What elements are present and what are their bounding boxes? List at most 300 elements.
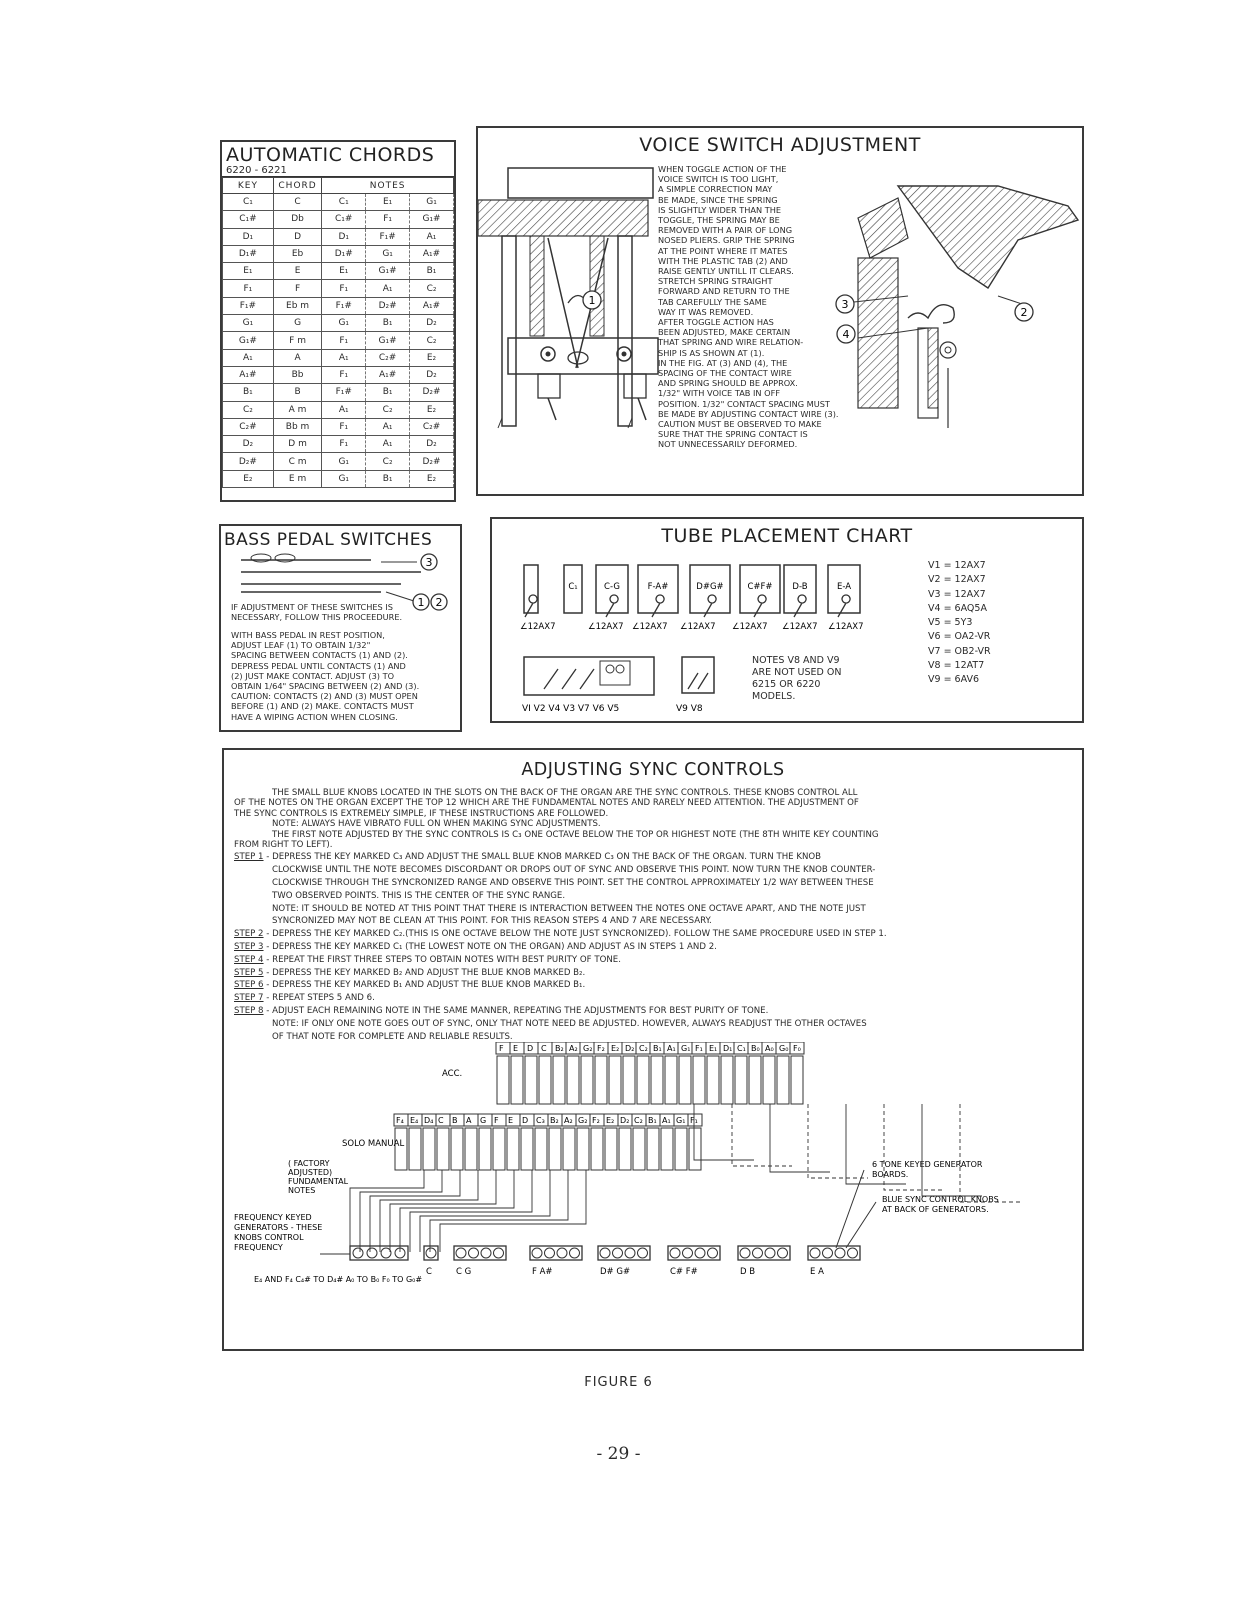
- sync-step-line: [272, 904, 1112, 915]
- acc-key-label: A₀: [765, 1044, 774, 1053]
- chord-note-1: E₁: [322, 263, 366, 280]
- chord-note-3: G₁#: [410, 211, 454, 228]
- chord-name: Eb: [273, 245, 322, 262]
- bass-title: BASS PEDAL SWITCHES: [224, 530, 433, 550]
- tube-label: ∠12AX7: [782, 622, 818, 632]
- solo-key-label: E₂: [606, 1116, 615, 1125]
- tube-board: [740, 565, 780, 617]
- chassis2-labels: V9 V8: [676, 704, 703, 714]
- chord-key: G₁#: [223, 332, 274, 349]
- step-label: STEP 6: [234, 980, 264, 991]
- chord-note-1: D₁: [322, 228, 366, 245]
- figure-caption: FIGURE 6: [584, 1375, 653, 1390]
- text-line: THAT SPRING AND WIRE RELATION-: [658, 337, 804, 348]
- step-text: NOTE: IF ONLY ONE NOTE GOES OUT OF SYNC, ONLY THAT NOTE NEED BE ADJUSTED. HOWEVER, ALWAYS READJUST THE OTHER OCTAVES: [272, 1018, 867, 1029]
- chord-key: B₁: [223, 384, 274, 401]
- text-line: IF ADJUSTMENT OF THESE SWITCHES IS: [231, 602, 393, 612]
- tube-board: [690, 565, 730, 617]
- chord-note-1: F₁: [322, 418, 366, 435]
- voice-callout-3: 3: [841, 298, 849, 311]
- chord-row: [223, 436, 454, 453]
- text-line: WAY IT WAS REMOVED.: [658, 306, 754, 317]
- solo-key-label: A₁: [662, 1116, 671, 1125]
- chassis-labels: VI V2 V4 V3 V7 V6 V5: [522, 704, 620, 714]
- bass-pedal-panel: [219, 524, 462, 732]
- generator-board: [598, 1246, 650, 1277]
- tone-board-label: BOARDS.: [872, 1170, 909, 1179]
- solo-key-label: F₁: [690, 1116, 698, 1125]
- sync-step-line: [234, 980, 1074, 991]
- text-line: TAB CAREFULLY THE SAME: [658, 296, 767, 307]
- chord-note-3: G₁: [410, 194, 454, 211]
- solo-key-label: E₄: [410, 1116, 419, 1125]
- blue-knob-label: BLUE SYNC CONTROL KNOBS: [882, 1195, 999, 1204]
- acc-key-label: D₂: [625, 1044, 635, 1053]
- chord-note-3: E₂: [410, 349, 454, 366]
- chord-note-2: A₁: [366, 418, 410, 435]
- step-text: NOTE: IT SHOULD BE NOTED AT THIS POINT THAT THERE IS INTERACTION BETWEEN THE NOTES ONE OCTAVE APART, AND THE NOTE JUST: [272, 903, 866, 914]
- acc-key-label: B₀: [751, 1044, 760, 1053]
- step-label: STEP 2: [234, 928, 264, 939]
- chord-note-2: C₂: [366, 453, 410, 470]
- sync-step-line: [234, 968, 1074, 979]
- chord-note-3: C₂#: [410, 418, 454, 435]
- board-name: D# G#: [600, 1267, 631, 1277]
- chord-note-3: D₂#: [410, 384, 454, 401]
- board-label: E-A: [836, 582, 852, 592]
- chord-key: D₁#: [223, 245, 274, 262]
- text-line: BE MADE BY ADJUSTING CONTACT WIRE (3).: [658, 408, 839, 419]
- acc-key-label: E₂: [611, 1044, 620, 1053]
- step-text: - DEPRESS THE KEY MARKED C₃ AND ADJUST THE SMALL BLUE KNOB MARKED C₃ ON THE BACK OF THE ORGAN. TURN THE KNOB: [263, 852, 822, 863]
- chord-note-1: F₁: [322, 280, 366, 297]
- acc-key-label: C: [541, 1044, 547, 1053]
- solo-key-label: C₂: [634, 1116, 643, 1125]
- solo-key-label: D: [522, 1116, 529, 1125]
- step-label: STEP 7: [234, 993, 264, 1004]
- solo-key-label: G₁: [676, 1116, 686, 1125]
- chord-name: Bb: [273, 366, 322, 383]
- chord-note-2: F₁: [366, 211, 410, 228]
- chord-note-3: A₁#: [410, 297, 454, 314]
- tube-placement-panel: [490, 517, 1084, 723]
- text-line: ARE NOT USED ON: [752, 667, 842, 678]
- text-line: AFTER TOGGLE ACTION HAS: [658, 317, 774, 328]
- step-text: - DEPRESS THE KEY MARKED C₁ (THE LOWEST NOTE ON THE ORGAN) AND ADJUST AS IN STEPS 1 AND 2.: [263, 941, 717, 952]
- solo-key-label: G₂: [578, 1116, 588, 1125]
- chord-note-1: G₁: [322, 315, 366, 332]
- step-text: SYNCRONIZED MAY NOT BE CLEAN AT THIS POINT. FOR THIS REASON STEPS 4 AND 7 ARE NECESSARY.: [272, 916, 712, 927]
- solo-key-label: C: [438, 1116, 444, 1125]
- sync-step-line: [272, 878, 1112, 889]
- frequency-label: GENERATORS - THESE: [234, 1223, 323, 1232]
- board-name: F A#: [532, 1267, 553, 1277]
- generator-board: [808, 1246, 860, 1277]
- solo-key-label: D₂: [620, 1116, 630, 1125]
- blue-knob-label: AT BACK OF GENERATORS.: [882, 1205, 989, 1214]
- chord-row: [223, 297, 454, 314]
- chord-row: [223, 228, 454, 245]
- board-label: C-G: [604, 582, 620, 592]
- text-line: HAVE A WIPING ACTION WHEN CLOSING.: [231, 711, 398, 722]
- board-name: D B: [740, 1267, 756, 1277]
- generator-diagram: [224, 1042, 1082, 1352]
- chord-name: D m: [273, 436, 322, 453]
- chord-note-1: C₁#: [322, 211, 366, 228]
- chord-key: F₁: [223, 280, 274, 297]
- chord-key: C₁#: [223, 211, 274, 228]
- step-text: - REPEAT THE FIRST THREE STEPS TO OBTAIN NOTES WITH BEST PURITY OF TONE.: [263, 954, 621, 965]
- text-line: CAUTION MUST BE OBSERVED TO MAKE: [658, 419, 822, 430]
- text-line: V4 = 6AQ5A: [928, 602, 987, 614]
- chord-note-1: F₁#: [322, 384, 366, 401]
- factory-label: ADJUSTED): [288, 1168, 333, 1177]
- acc-key-label: F₁: [695, 1044, 703, 1053]
- automatic-chords-panel: [220, 140, 456, 502]
- step-text: - ADJUST EACH REMAINING NOTE IN THE SAME MANNER, REPEATING THE ADJUSTMENTS FOR BEST PURITY OF TONE.: [263, 1006, 769, 1017]
- chord-note-3: D₂: [410, 315, 454, 332]
- chord-note-1: C₁: [322, 194, 366, 211]
- step-label: STEP 5: [234, 967, 264, 978]
- chord-row: [223, 280, 454, 297]
- acc-key-label: F₂: [597, 1044, 605, 1053]
- text-line: REMOVED WITH A PAIR OF LONG: [658, 225, 793, 236]
- step-label: STEP 3: [234, 941, 264, 952]
- text-line: VOICE SWITCH IS TOO LIGHT,: [658, 174, 779, 185]
- sync-step-line: [234, 942, 1074, 953]
- tone-board-label: 6 TONE KEYED GENERATOR: [872, 1160, 983, 1169]
- chord-key: F₁#: [223, 297, 274, 314]
- sync-step-line: [234, 993, 1074, 1004]
- chord-name: E: [273, 263, 322, 280]
- text-line: V9 = 6AV6: [928, 674, 980, 686]
- frequency-label: FREQUENCY: [234, 1243, 283, 1252]
- chord-name: Eb m: [273, 297, 322, 314]
- chord-note-2: A₁#: [366, 366, 410, 383]
- chord-name: Bb m: [273, 418, 322, 435]
- chord-note-1: G₁: [322, 453, 366, 470]
- chord-row: [223, 453, 454, 470]
- chord-key: A₁#: [223, 366, 274, 383]
- voice-switch-panel: [476, 126, 1084, 496]
- chord-key: G₁: [223, 315, 274, 332]
- acc-key-label: E₁: [709, 1044, 718, 1053]
- text-line: NOSED PLIERS. GRIP THE SPRING: [658, 235, 795, 246]
- tube-list: [928, 559, 991, 688]
- sync-step-line: [234, 1006, 1074, 1017]
- text-line: DEPRESS PEDAL UNTIL CONTACTS (1) AND: [231, 660, 406, 671]
- generator-board: [530, 1246, 582, 1277]
- chord-row: [223, 194, 454, 211]
- chord-note-1: F₁#: [322, 297, 366, 314]
- board-label: D#G#: [696, 582, 724, 592]
- chord-note-2: G₁: [366, 245, 410, 262]
- step-text: - DEPRESS THE KEY MARKED B₂ AND ADJUST THE BLUE KNOB MARKED B₂.: [263, 967, 586, 978]
- text-line: V8 = 12AT7: [928, 660, 985, 672]
- chord-note-2: B₁: [366, 315, 410, 332]
- voice-instructions: [658, 164, 898, 450]
- text-line: ADJUST LEAF (1) TO OBTAIN 1/32": [231, 640, 371, 651]
- sync-step-line: [272, 916, 1112, 927]
- text-line: V6 = OA2-VR: [928, 631, 991, 643]
- bass-callout-2: 2: [435, 596, 443, 609]
- text-line: SPACING OF THE CONTACT WIRE: [658, 368, 792, 379]
- voice-title: VOICE SWITCH ADJUSTMENT: [639, 134, 921, 156]
- text-line: TOGGLE, THE SPRING MAY BE: [658, 215, 780, 226]
- text-line: IN THE FIG. AT (3) AND (4), THE: [658, 357, 788, 368]
- tube-title: TUBE PLACEMENT CHART: [661, 525, 913, 547]
- col-notes: NOTES: [322, 178, 454, 194]
- solo-key-label: F: [494, 1116, 499, 1125]
- chord-name: Db: [273, 211, 322, 228]
- chord-name: F: [273, 280, 322, 297]
- step-text: - DEPRESS THE KEY MARKED B₁ AND ADJUST THE BLUE KNOB MARKED B₁.: [263, 980, 586, 991]
- frequency-label: KNOBS CONTROL: [234, 1233, 304, 1242]
- text-line: WITH BASS PEDAL IN REST POSITION,: [231, 630, 385, 640]
- sync-paragraph: THE FIRST NOTE ADJUSTED BY THE SYNC CONTROLS IS C₃ ONE OCTAVE BELOW THE TOP OR HIGHEST NOTE (THE 8TH WHITE KEY COUNTING: [272, 829, 879, 840]
- chord-note-1: A₁: [322, 349, 366, 366]
- tube-board: [596, 565, 628, 617]
- text-line: NECESSARY, FOLLOW THIS PROCEEDURE.: [231, 612, 403, 623]
- chord-key: C₂#: [223, 418, 274, 435]
- chord-row: [223, 366, 454, 383]
- tube-label: ∠12AX7: [520, 622, 556, 632]
- bass-instructions: [231, 630, 461, 722]
- chord-note-2: C₂: [366, 401, 410, 418]
- chord-name: C m: [273, 453, 322, 470]
- chords-title: AUTOMATIC CHORDS: [226, 144, 435, 166]
- chord-note-1: G₁: [322, 470, 366, 487]
- chord-note-2: A₁: [366, 280, 410, 297]
- chord-key: C₂: [223, 401, 274, 418]
- text-line: CAUTION: CONTACTS (2) AND (3) MUST OPEN: [231, 691, 418, 702]
- chord-note-3: C₂: [410, 332, 454, 349]
- chord-note-3: C₂: [410, 280, 454, 297]
- acc-key-label: D: [527, 1044, 534, 1053]
- sync-paragraph: THE SMALL BLUE KNOBS LOCATED IN THE SLOTS ON THE BACK OF THE ORGAN ARE THE SYNC CONTROLS. THESE KNOBS CONTROL ALL: [272, 788, 858, 798]
- solo-key-label: F₄: [396, 1116, 404, 1125]
- chord-row: [223, 245, 454, 262]
- sync-controls-panel: [222, 748, 1084, 1351]
- chord-row: [223, 332, 454, 349]
- tube-board: [524, 565, 538, 617]
- bass-intro: [231, 602, 461, 622]
- text-line: RAISE GENTLY UNTILL IT CLEARS.: [658, 266, 794, 277]
- chord-note-1: F₁: [322, 436, 366, 453]
- chord-key: A₁: [223, 349, 274, 366]
- chord-key: D₁: [223, 228, 274, 245]
- text-line: IS SLIGHTLY WIDER THAN THE: [658, 204, 782, 215]
- solo-key-label: B₂: [550, 1116, 559, 1125]
- tube-label: ∠12AX7: [680, 622, 716, 632]
- acc-key-label: F₀: [793, 1044, 801, 1053]
- step-text: CLOCKWISE UNTIL THE NOTE BECOMES DISCORDANT OR DROPS OUT OF SYNC AND OBSERVE THIS POINT. NOW TURN THE KNOB COUNTER-: [272, 865, 876, 876]
- text-line: NOTES V8 AND V9: [752, 655, 840, 666]
- chord-note-2: D₂#: [366, 297, 410, 314]
- sync-paragraph: NOTE: ALWAYS HAVE VIBRATO FULL ON WHEN MAKING SYNC ADJUSTMENTS.: [272, 819, 601, 830]
- text-line: SPACING BETWEEN CONTACTS (1) AND (2).: [231, 650, 408, 661]
- chord-name: A m: [273, 401, 322, 418]
- solo-manual-label: SOLO MANUAL: [342, 1139, 405, 1149]
- col-chord: CHORD: [273, 178, 322, 194]
- chord-note-3: A₁: [410, 228, 454, 245]
- chord-note-2: B₁: [366, 470, 410, 487]
- chord-row: [223, 418, 454, 435]
- chord-row: [223, 470, 454, 487]
- text-line: OBTAIN 1/64" SPACING BETWEEN (2) AND (3).: [231, 681, 420, 692]
- text-line: 1/32" WITH VOICE TAB IN OFF: [658, 388, 781, 399]
- chord-note-1: F₁: [322, 332, 366, 349]
- factory-label: NOTES: [288, 1186, 316, 1195]
- step-text: TWO OBSERVED POINTS. THIS IS THE CENTER OF THE SYNC RANGE.: [272, 891, 566, 902]
- chord-note-2: G₁#: [366, 332, 410, 349]
- sync-paragraph: THE SYNC CONTROLS IS EXTREMELY SIMPLE, IF THESE INSTRUCTIONS ARE FOLLOWED.: [234, 808, 609, 819]
- acc-key-label: A₁: [667, 1044, 676, 1053]
- chord-note-3: D₂: [410, 436, 454, 453]
- chord-note-3: B₁: [410, 263, 454, 280]
- chord-name: B: [273, 384, 322, 401]
- acc-key-label: G₀: [779, 1044, 789, 1053]
- tube-board: [564, 565, 582, 613]
- sync-step-line: [272, 1019, 1112, 1030]
- sync-title: ADJUSTING SYNC CONTROLS: [521, 760, 785, 780]
- sync-paragraph: OF THE NOTES ON THE ORGAN EXCEPT THE TOP 12 WHICH ARE THE FUNDAMENTAL NOTES AND RARELY NEED ATTENTION. THE ADJUSTMENT OF: [234, 798, 859, 809]
- chord-note-2: E₁: [366, 194, 410, 211]
- generator-board: [668, 1246, 720, 1277]
- chord-key: E₂: [223, 470, 274, 487]
- solo-key-label: B₁: [648, 1116, 657, 1125]
- chords-body: [223, 194, 454, 488]
- frequency-ranges: E₄ AND F₄ C₄# TO D₄# A₀ TO B₀ F₀ TO G₀#: [254, 1275, 423, 1284]
- tube-board: [828, 565, 860, 617]
- step-label: STEP 4: [234, 954, 264, 965]
- text-line: BE MADE, SINCE THE SPRING: [658, 194, 778, 205]
- board-label: D-B: [792, 582, 808, 592]
- voice-callout-1: 1: [588, 294, 596, 307]
- sync-step-line: [272, 1032, 1112, 1043]
- board-label: C#F#: [747, 582, 773, 592]
- solo-key-label: G: [480, 1116, 487, 1125]
- chord-note-2: A₁: [366, 436, 410, 453]
- chord-note-1: A₁: [322, 401, 366, 418]
- tube-board: [638, 565, 678, 617]
- chord-note-3: D₂: [410, 366, 454, 383]
- solo-key-label: E: [508, 1116, 514, 1125]
- bass-callout-3: 3: [425, 556, 433, 569]
- chord-name: D: [273, 228, 322, 245]
- text-line: 6215 OR 6220: [752, 679, 821, 690]
- board-name: C G: [456, 1267, 472, 1277]
- chord-row: [223, 263, 454, 280]
- chord-note-3: A₁#: [410, 245, 454, 262]
- text-line: V7 = OB2-VR: [928, 645, 991, 657]
- chord-note-2: G₁#: [366, 263, 410, 280]
- text-line: AT THE POINT WHERE IT MATES: [658, 245, 788, 256]
- text-line: BEFORE (1) AND (2) MAKE. CONTACTS MUST: [231, 701, 414, 712]
- text-line: MODELS.: [752, 691, 796, 702]
- text-line: A SIMPLE CORRECTION MAY: [658, 184, 773, 195]
- acc-key-label: C₁: [737, 1044, 746, 1053]
- chord-key: D₂: [223, 436, 274, 453]
- solo-key-label: A₂: [564, 1116, 573, 1125]
- chord-note-3: E₂: [410, 401, 454, 418]
- text-line: SURE THAT THE SPRING CONTACT IS: [658, 429, 808, 440]
- chord-note-1: F₁: [322, 366, 366, 383]
- chords-table: [222, 177, 454, 488]
- chord-name: F m: [273, 332, 322, 349]
- factory-label: ( FACTORY: [288, 1159, 330, 1168]
- chord-note-2: F₁#: [366, 228, 410, 245]
- text-line: SHIP IS AS SHOWN AT (1).: [658, 347, 765, 358]
- sync-step-line: [234, 955, 1074, 966]
- text-line: AND SPRING SHOULD BE APPROX.: [658, 378, 798, 389]
- step-label: STEP 1: [234, 852, 264, 863]
- acc-key-label: F: [499, 1044, 504, 1053]
- board-name: C# F#: [670, 1267, 698, 1277]
- acc-manual-label: ACC.: [442, 1069, 463, 1079]
- text-line: POSITION. 1/32" CONTACT SPACING MUST: [658, 398, 830, 409]
- board-label: C₁: [568, 582, 578, 592]
- chord-note-1: D₁#: [322, 245, 366, 262]
- bass-callout-1: 1: [417, 596, 425, 609]
- acc-key-label: D₁: [723, 1044, 733, 1053]
- tube-board: [784, 565, 816, 617]
- step-label: STEP 8: [234, 1006, 264, 1017]
- chord-key: C₁: [223, 194, 274, 211]
- chord-row: [223, 384, 454, 401]
- chord-row: [223, 211, 454, 228]
- acc-key-label: A₂: [569, 1044, 578, 1053]
- board-name: C: [426, 1267, 432, 1277]
- text-line: STRETCH SPRING STRAIGHT: [658, 276, 773, 287]
- text-line: (2) JUST MAKE CONTACT. ADJUST (3) TO: [231, 670, 395, 681]
- chord-row: [223, 315, 454, 332]
- chord-name: A: [273, 349, 322, 366]
- solo-key-label: B: [452, 1116, 458, 1125]
- chords-model: 6220 - 6221: [222, 165, 454, 177]
- chord-note-2: B₁: [366, 384, 410, 401]
- text-line: V3 = 12AX7: [928, 588, 986, 600]
- chord-note-3: E₂: [410, 470, 454, 487]
- chord-key: E₁: [223, 263, 274, 280]
- frequency-label: FREQUENCY KEYED: [234, 1213, 312, 1222]
- tube-label: ∠12AX7: [732, 622, 768, 632]
- text-line: BEEN ADJUSTED, MAKE CERTAIN: [658, 327, 791, 338]
- text-line: V2 = 12AX7: [928, 574, 986, 586]
- text-line: V5 = 5Y3: [928, 617, 973, 629]
- factory-label: FUNDAMENTAL: [288, 1177, 349, 1186]
- page-number: - 29 -: [596, 1444, 641, 1464]
- chord-row: [223, 401, 454, 418]
- text-line: FORWARD AND RETURN TO THE: [658, 286, 790, 297]
- step-text: CLOCKWISE THROUGH THE SYNCRONIZED RANGE AND OBSERVE THIS POINT. SET THE CONTROL APPROXIMATELY 1/2 WAY BETWEEN THESE: [272, 878, 874, 889]
- chord-name: E m: [273, 470, 322, 487]
- text-line: NOT UNNECESSARILY DEFORMED.: [658, 439, 798, 450]
- tube-label: ∠12AX7: [588, 622, 624, 632]
- step-text: OF THAT NOTE FOR COMPLETE AND RELIABLE RESULTS.: [272, 1031, 513, 1042]
- chord-note-2: C₂#: [366, 349, 410, 366]
- sync-step-line: [234, 929, 1074, 940]
- generator-board: [738, 1246, 790, 1277]
- board-label: F-A#: [647, 582, 669, 592]
- tube-label: ∠12AX7: [632, 622, 668, 632]
- chord-note-3: D₂#: [410, 453, 454, 470]
- acc-key-label: G₁: [681, 1044, 691, 1053]
- sync-step-line: [272, 865, 1112, 876]
- acc-key-label: B₁: [653, 1044, 662, 1053]
- col-key: KEY: [223, 178, 274, 194]
- voice-callout-2: 2: [1020, 306, 1028, 319]
